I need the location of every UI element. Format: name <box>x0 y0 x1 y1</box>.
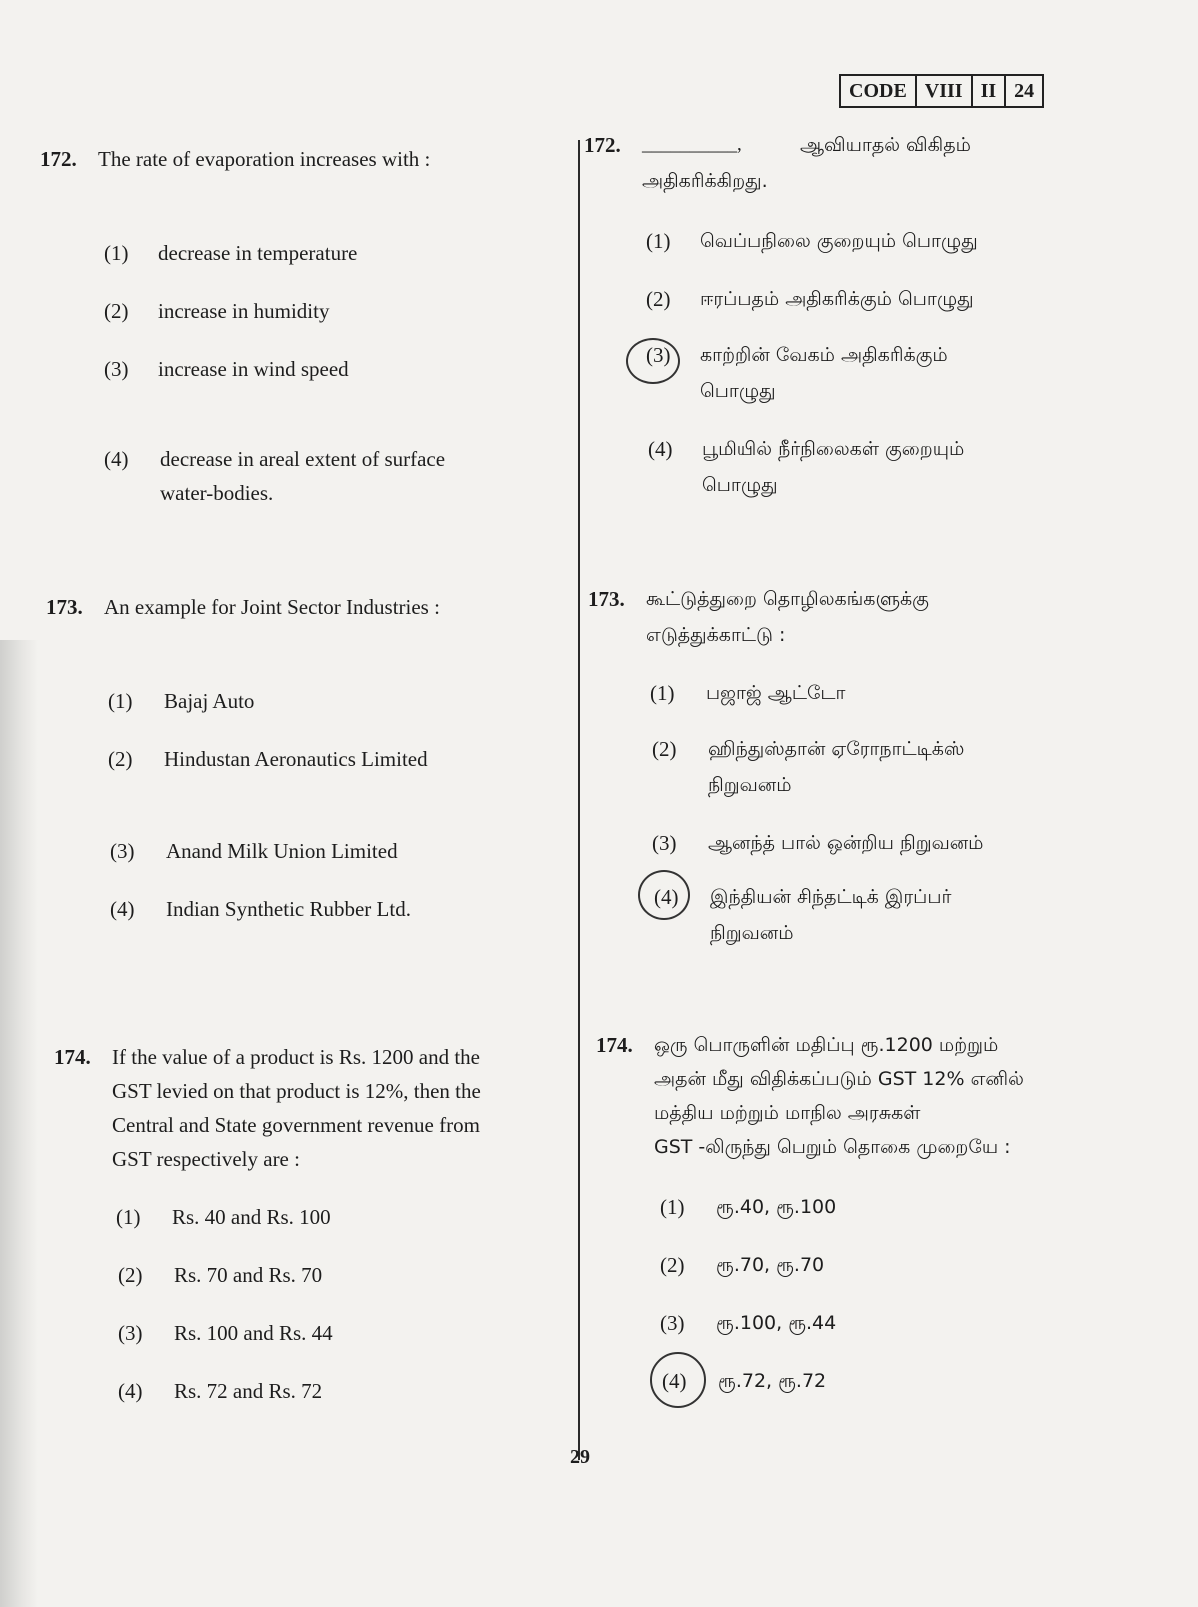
answer-mark-circle <box>650 1352 706 1408</box>
question-stem-line4: GST -லிருந்து பெறும் தொகை முறையே : <box>654 1136 1011 1158</box>
question-stem-line2: GST levied on that product is 12%, then the <box>112 1079 481 1103</box>
option-text-line2: பொழுது <box>700 380 776 402</box>
question-stem-line1: If the value of a product is Rs. 1200 and the <box>112 1045 480 1069</box>
question-stem-line2: அதன் மீது விதிக்கப்படும் GST 12% எனில் <box>654 1068 1024 1090</box>
option-text: Rs. 70 and Rs. 70 <box>174 1263 323 1287</box>
option-173-4-ta[interactable] <box>654 880 1104 952</box>
option-number: (3) <box>110 839 135 863</box>
option-number: (1) <box>104 241 129 265</box>
option-text: ஆனந்த் பால் ஒன்றிய நிறுவனம் <box>708 832 984 854</box>
option-172-3-ta[interactable] <box>646 338 1096 410</box>
code-value-2: II <box>971 76 1005 106</box>
option-number: (3) <box>652 831 677 855</box>
option-number: (4) <box>104 447 129 471</box>
question-stem-line2: எடுத்துக்காட்டு : <box>646 624 786 646</box>
question-stem-line1: ஒரு பொருளின் மதிப்பு ரூ.1200 மற்றும் <box>654 1034 999 1056</box>
option-text: ஈரப்பதம் அதிகரிக்கும் பொழுது <box>700 288 974 310</box>
option-number: (1) <box>108 689 133 713</box>
question-stem-line2: அதிகரிக்கிறது. <box>642 170 768 192</box>
question-stem-line3: Central and State government revenue from <box>112 1113 480 1137</box>
option-text: ரூ.70, ரூ.70 <box>716 1254 825 1276</box>
option-number: (4) <box>648 437 673 461</box>
option-text: வெப்பநிலை குறையும் பொழுது <box>700 230 978 252</box>
option-text: increase in wind speed <box>158 357 349 381</box>
option-text-line2: water-bodies. <box>160 481 274 505</box>
option-text: Anand Milk Union Limited <box>166 839 398 863</box>
question-number: 174. <box>54 1045 91 1069</box>
question-number: 173. <box>46 595 83 619</box>
question-stem-line1: ஆவியாதல் விகிதம் <box>800 134 971 156</box>
option-number: (4) <box>654 885 679 909</box>
answer-mark-circle <box>638 870 690 920</box>
code-value-1: VIII <box>915 76 971 106</box>
option-text-line1: decrease in areal extent of surface <box>160 447 446 471</box>
question-172-ta <box>584 128 1094 200</box>
option-text-line2: பொழுது <box>702 474 778 496</box>
question-stem-line1: கூட்டுத்துறை தொழிலகங்களுக்கு <box>646 588 929 610</box>
option-text: Indian Synthetic Rubber Ltd. <box>166 897 411 921</box>
option-text: ரூ.72, ரூ.72 <box>718 1370 827 1392</box>
question-number: 172. <box>40 147 77 171</box>
option-number: (2) <box>104 299 129 323</box>
option-173-2-ta[interactable] <box>652 732 1102 804</box>
column-divider <box>578 140 580 1460</box>
option-text-line1: ஹிந்துஸ்தான் ஏரோநாட்டிக்ஸ் <box>708 738 965 760</box>
option-text: increase in humidity <box>158 299 330 323</box>
option-text: Rs. 100 and Rs. 44 <box>174 1321 333 1345</box>
option-text-line1: இந்தியன் சிந்தட்டிக் இரப்பர் <box>710 886 952 908</box>
option-number: (3) <box>660 1311 685 1335</box>
question-number: 174. <box>596 1033 633 1057</box>
code-label: CODE <box>849 80 907 102</box>
option-text: Rs. 72 and Rs. 72 <box>174 1379 323 1403</box>
option-number: (1) <box>116 1205 141 1229</box>
question-stem: The rate of evaporation increases with : <box>98 147 431 171</box>
option-text: Rs. 40 and Rs. 100 <box>172 1205 331 1229</box>
option-number: (4) <box>110 897 135 921</box>
answer-mark-circle <box>626 338 680 384</box>
option-172-4-en[interactable] <box>104 442 554 512</box>
option-number: (3) <box>104 357 129 381</box>
option-text: decrease in temperature <box>158 241 358 265</box>
option-number: (2) <box>108 747 133 771</box>
question-173-ta <box>588 582 1098 654</box>
code-value-3: 24 <box>1004 76 1042 106</box>
option-number: (2) <box>652 737 677 761</box>
question-blank: __________, <box>642 134 742 155</box>
option-text: ரூ.40, ரூ.100 <box>716 1196 837 1218</box>
option-text-line1: பூமியில் நீர்நிலைகள் குறையும் <box>702 438 965 460</box>
option-number: (2) <box>646 287 671 311</box>
option-number: (2) <box>660 1253 685 1277</box>
option-number: (4) <box>118 1379 143 1403</box>
option-text: Bajaj Auto <box>164 689 255 713</box>
option-text-line2: நிறுவனம் <box>710 922 794 944</box>
option-number: (2) <box>118 1263 143 1287</box>
option-text: ரூ.100, ரூ.44 <box>716 1312 837 1334</box>
question-174-en <box>54 1040 564 1180</box>
option-text-line2: நிறுவனம் <box>708 774 792 796</box>
question-stem: An example for Joint Sector Industries : <box>104 595 440 619</box>
code-box <box>839 74 1044 108</box>
option-text: Hindustan Aeronautics Limited <box>164 747 428 771</box>
question-stem-line4: GST respectively are : <box>112 1147 300 1171</box>
question-number: 173. <box>588 587 625 611</box>
option-number: (1) <box>660 1195 685 1219</box>
question-number: 172. <box>584 133 621 157</box>
option-number: (3) <box>118 1321 143 1345</box>
question-174-ta <box>596 1028 1096 1168</box>
scan-edge-shadow <box>0 640 38 1607</box>
option-172-4-ta[interactable] <box>648 432 1098 504</box>
option-number: (4) <box>662 1369 687 1393</box>
option-text: பஜாஜ் ஆட்டோ <box>706 682 846 704</box>
option-number: (3) <box>646 343 671 367</box>
option-text-line1: காற்றின் வேகம் அதிகரிக்கும் <box>700 344 948 366</box>
option-number: (1) <box>650 681 675 705</box>
question-stem-line3: மத்திய மற்றும் மாநில அரசுகள் <box>654 1102 921 1124</box>
page-number: 29 <box>570 1446 590 1468</box>
option-number: (1) <box>646 229 671 253</box>
